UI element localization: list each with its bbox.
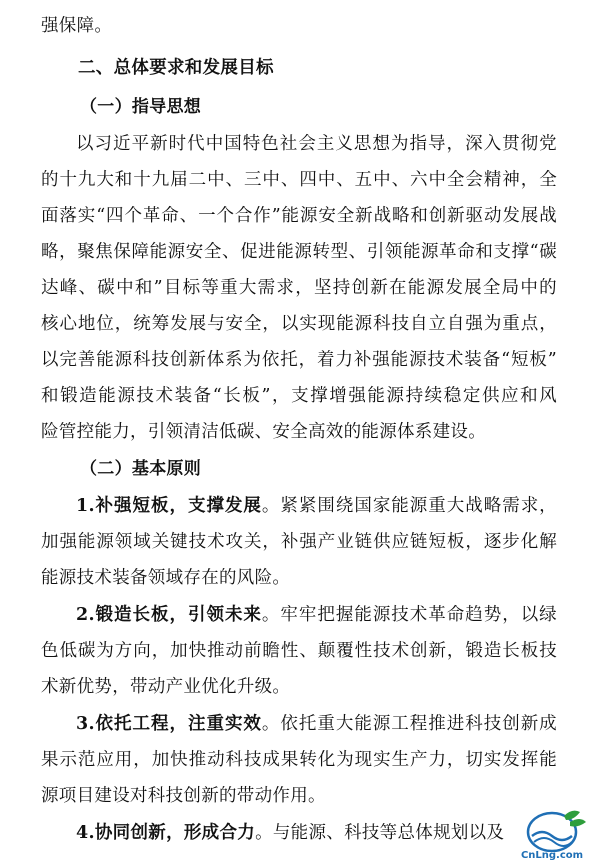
paragraph-line: 源项目建设对科技创新的带动作用。	[41, 786, 326, 806]
principle-line	[76, 820, 516, 846]
paragraph-line: 略，聚焦保障能源安全、促进能源转型、引领能源革命和支撑“碳	[41, 242, 557, 262]
principle-line	[76, 711, 557, 737]
principle-title: 3.依托工程，注重实效	[76, 714, 262, 734]
principle-text: 。依托重大能源工程推进科技创新成	[261, 714, 557, 734]
paragraph-line: 术新优势，带动产业优化升级。	[41, 677, 291, 697]
section-heading: 二、总体要求和发展目标	[78, 58, 274, 78]
paragraph-line: 达峰、碳中和”目标等重大需求，坚持创新在能源发展全局中的	[41, 278, 557, 298]
paragraph-line: 核心地位，统筹发展与安全，以实现能源科技自立自强为重点，	[41, 314, 557, 334]
paragraph-line: 以完善能源科技创新体系为依托，着力补强能源技术装备“短板”	[41, 350, 557, 370]
watermark-logo	[514, 806, 590, 866]
logo-icon	[514, 806, 590, 852]
paragraph-line: 和锻造能源技术装备“长板”，支撑增强能源持续稳定供应和风	[41, 386, 557, 406]
paragraph-line: 险管控能力，引领清洁低碳、安全高效的能源体系建设。	[41, 422, 486, 442]
paragraph-line: 面落实“四个革命、一个合作”能源安全新战略和创新驱动发展战	[41, 206, 557, 226]
principle-title: 2.锻造长板，引领未来	[76, 605, 262, 625]
principle-title: 4.协同创新，形成合力	[76, 823, 256, 843]
principle-line	[76, 602, 557, 628]
paragraph-line: 色低碳为方向，加快推动前瞻性、颠覆性技术创新，锻造长板技	[41, 641, 557, 661]
paragraph-line: 加强能源领域关键技术攻关，补强产业链供应链短板，逐步化解	[41, 532, 557, 552]
watermark-text: CnLng.com	[520, 850, 584, 861]
principle-text: 。牢牢把握能源技术革命趋势，以绿	[261, 605, 557, 625]
principle-text: 。与能源、科技等总体规划以及	[255, 823, 505, 843]
paragraph-line: 以习近平新时代中国特色社会主义思想为指导，深入贯彻党	[76, 134, 557, 154]
paragraph-line: 果示范应用，加快推动科技成果转化为现实生产力，切实发挥能	[41, 750, 557, 770]
subsection-heading: （一）指导思想	[80, 97, 202, 117]
principle-line	[76, 493, 557, 519]
paragraph-line: 强保障。	[41, 16, 113, 36]
principle-title: 1.补强短板，支撑发展	[76, 496, 262, 516]
subsection-heading: （二）基本原则	[80, 459, 202, 479]
principle-text: 。紧紧围绕国家能源重大战略需求，	[261, 496, 557, 516]
paragraph-line: 的十九大和十九届二中、三中、四中、五中、六中全会精神，全	[41, 170, 557, 190]
paragraph-line: 能源技术装备领域存在的风险。	[41, 568, 291, 588]
